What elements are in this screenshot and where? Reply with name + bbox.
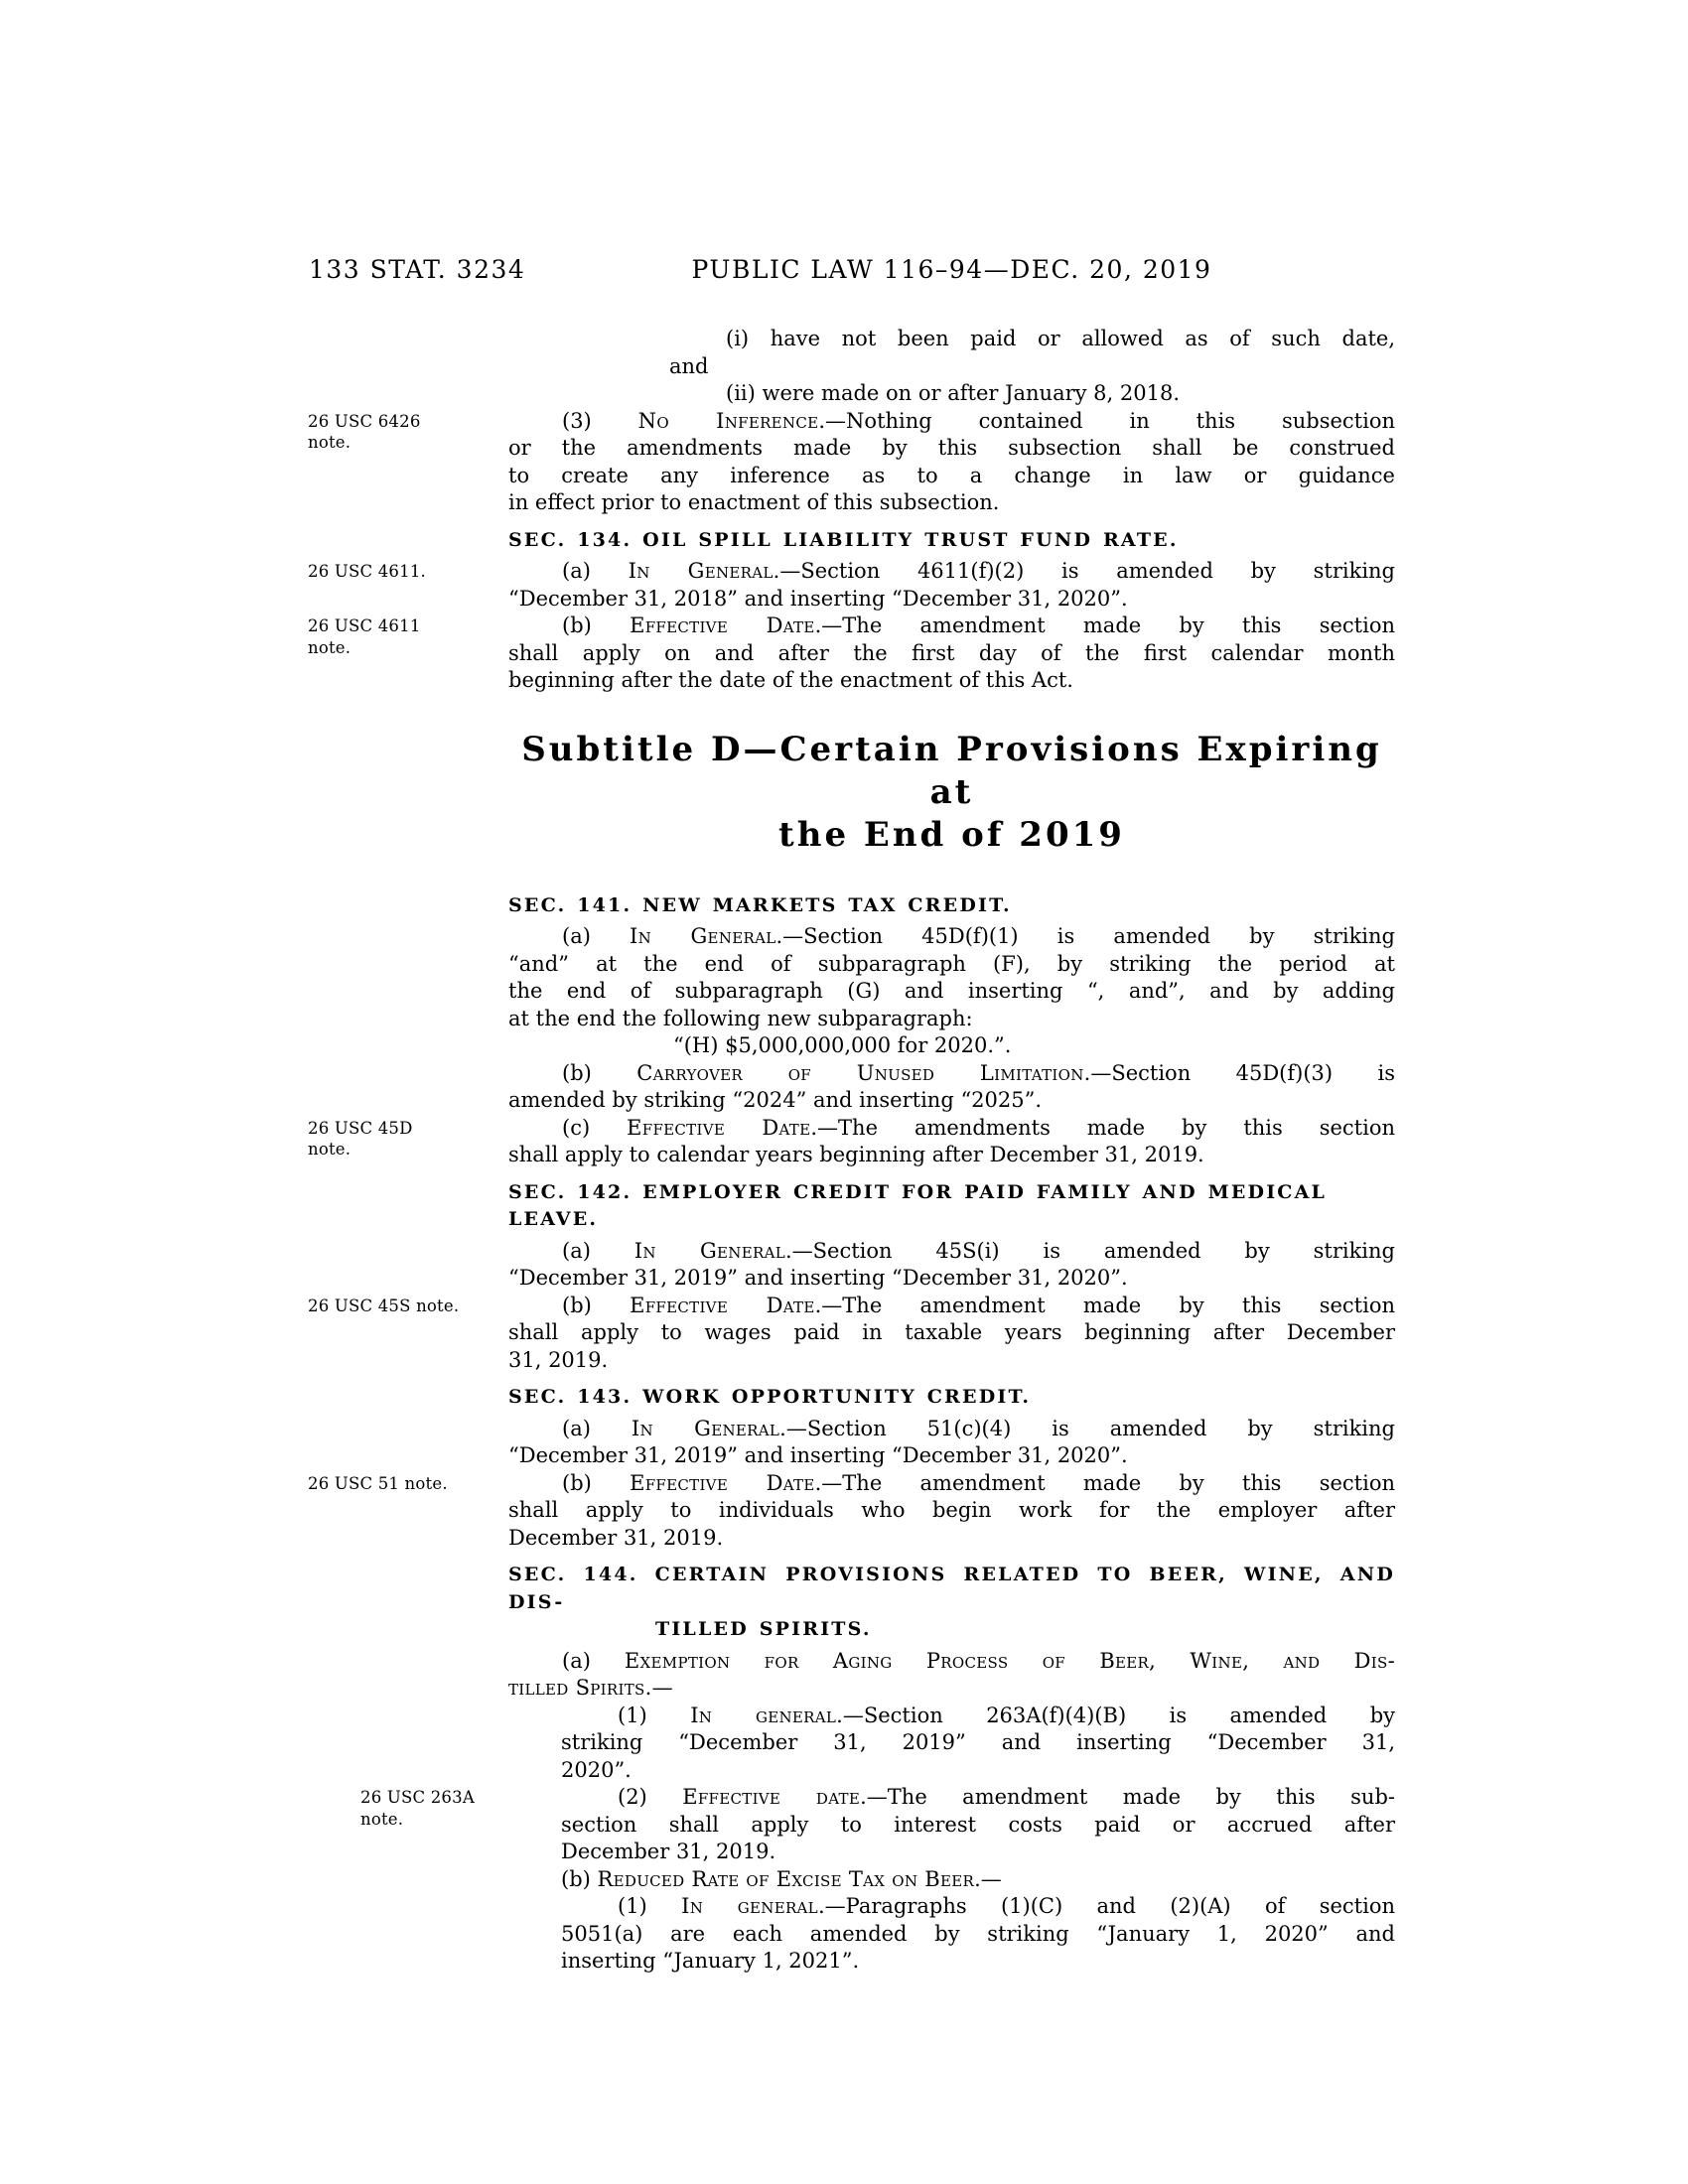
text-line: (1) In general.—Paragraphs (1)(C) and (2)(A) of section [618,1894,1395,1918]
sec-142-b [308,1293,1395,1375]
text-line: SEC. 144. CERTAIN PROVISIONS RELATED TO BEER, WINE, AND DIS- [508,1564,1395,1613]
text-line: (b) Carryover of Unused Limitation.—Section 45D(f)(3) is [562,1060,1395,1085]
text-line: striking “December 31, 2019” and inserting “December 31, [561,1730,1395,1754]
text-line: December 31, 2019. [561,1840,776,1863]
text-line: shall apply to calendar years beginning after December 31, 2019. [508,1143,1204,1166]
text-line: “(H) $5,000,000,000 for 2020.”. [673,1033,1012,1057]
text-line: (c) Effective Date.—The amendments made by this section [562,1115,1396,1140]
sec-134-heading [508,527,1395,555]
text-line: and [669,353,709,378]
text-line: (b) Effective Date.—The amendment made by this section [562,1293,1395,1317]
text-line: 5051(a) are each amended by striking “January 1, 2020” and [561,1921,1395,1946]
text-line: (i) have not been paid or allowed as of such date, [726,327,1395,350]
text-line: in effect prior to enactment of this subsection. [508,490,1000,514]
text-line: “December 31, 2018” and inserting “December 31, 2020”. [508,586,1128,611]
running-head [508,255,1395,284]
sec-142-heading [508,1179,1395,1234]
text-line: (a) In General.—Section 45S(i) is amended by striking [562,1238,1395,1263]
text-line: “and” at the end of subparagraph (F), by striking the period at [508,951,1395,976]
sec-144-heading [508,1562,1395,1644]
text-line: (2) Effective date.—The amendment made by this sub- [618,1785,1395,1809]
sec-144-a [508,1648,1395,1703]
text-line: (b) Effective Date.—The amendment made by this section [562,614,1395,637]
subtitle-d-heading [508,729,1395,857]
text-line: (b) Effective Date.—The amendment made by this section [562,1470,1395,1495]
margin-note-sec-134-a: 26 USC 4611. [308,562,426,581]
margin-note-sec-144-a-2: 26 USC 263A note. [360,1788,475,1829]
text-line: (3) No Inference.—Nothing contained in this subsection [562,408,1395,433]
sec-134-a [308,558,1396,613]
text-line: shall apply on and after the first day of the first calendar month [508,640,1395,665]
sec-143-a [508,1416,1395,1470]
para-3-no-inference [308,408,1395,517]
document-body [308,326,1396,1976]
sec-144-a-1 [561,1703,1395,1785]
margin-note-sec-134-b: 26 USC 4611 note. [308,616,421,657]
text-line: “December 31, 2019” and inserting “December 31, 2020”. [508,1443,1128,1467]
text-line: inserting “January 1, 2021”. [561,1949,860,1973]
text-line: at the end the following new subparagraph: [508,1006,973,1030]
sec-143-b [308,1470,1395,1553]
text-line: SEC. 141. NEW MARKETS TAX CREDIT. [508,893,1012,916]
sec-141-c [308,1115,1396,1169]
text-line: TILLED SPIRITS. [655,1618,872,1640]
text-line: SEC. 134. OIL SPILL LIABILITY TRUST FUND RATE. [508,528,1179,551]
text-line: shall apply to wages paid in taxable years beginning after December [508,1320,1395,1344]
text-line: SEC. 142. EMPLOYER CREDIT FOR PAID FAMILY AND MEDICAL LEAVE. [508,1180,1328,1230]
text-line: (a) Exemption for Aging Process of Beer, Wine, and Dis- [562,1648,1395,1673]
text-line: “December 31, 2019” and inserting “December 31, 2020”. [508,1266,1128,1290]
text-line: SEC. 143. WORK OPPORTUNITY CREDIT. [508,1386,1032,1408]
text-line: the end of subparagraph (G) and inserting “, and”, and by adding [508,979,1395,1003]
text-line: Subtitle D—Certain Provisions Expiring at [521,729,1382,812]
text-line: or the amendments made by this subsection shall be construed [508,436,1395,460]
text-line: tilled Spirits.— [508,1676,673,1700]
stat-page-number: 133 STAT. 3234 [309,255,526,284]
text-line: shall apply to individuals who begin work for the employer after [508,1498,1395,1522]
sec-144-b [561,1866,1395,1894]
text-line: (a) In General.—Section 4611(f)(2) is amended by striking [562,559,1396,583]
text-line: December 31, 2019. [508,1525,724,1550]
sec-141-a [508,923,1395,1032]
sec-141-b [508,1060,1395,1115]
clause-i [669,326,1395,380]
sec-144-a-2 [360,1784,1395,1866]
margin-note-sec-143-b: 26 USC 51 note. [308,1473,448,1493]
sec-143-heading [508,1384,1395,1412]
margin-note-sec-142-b: 26 USC 45S note. [308,1296,460,1315]
text-line: (a) In General.—Section 51(c)(4) is amended by striking [562,1416,1395,1440]
law-header: PUBLIC LAW 116–94—DEC. 20, 2019 [691,255,1212,284]
clause-ii [669,380,1395,408]
text-line: (b) Reduced Rate of Excise Tax on Beer.— [561,1866,1002,1891]
text-line: (1) In general.—Section 263A(f)(4)(B) is amended by [618,1703,1395,1727]
text-line: (a) In General.—Section 45D(f)(1) is amended by striking [562,924,1395,948]
text-line: 2020”. [561,1757,632,1782]
text-line: the End of 2019 [778,814,1125,855]
text-line: to create any inference as to a change in law or guidance [508,463,1395,487]
text-line: section shall apply to interest costs paid or accrued after [561,1812,1395,1837]
sec-144-b-1 [561,1893,1395,1976]
sec-141-h-quote [673,1032,1395,1060]
margin-note-para-3-no-inference: 26 USC 6426 note. [308,411,421,452]
text-line: (ii) were made on or after January 8, 2018. [726,381,1181,405]
sec-134-b [308,613,1395,695]
sec-141-heading [508,892,1395,920]
text-line: amended by striking “2024” and inserting “2025”. [508,1088,1043,1112]
text-line: beginning after the date of the enactment of this Act. [508,668,1073,692]
margin-note-sec-141-c: 26 USC 45D note. [308,1118,413,1159]
text-line: 31, 2019. [508,1347,609,1372]
sec-142-a [508,1238,1395,1293]
